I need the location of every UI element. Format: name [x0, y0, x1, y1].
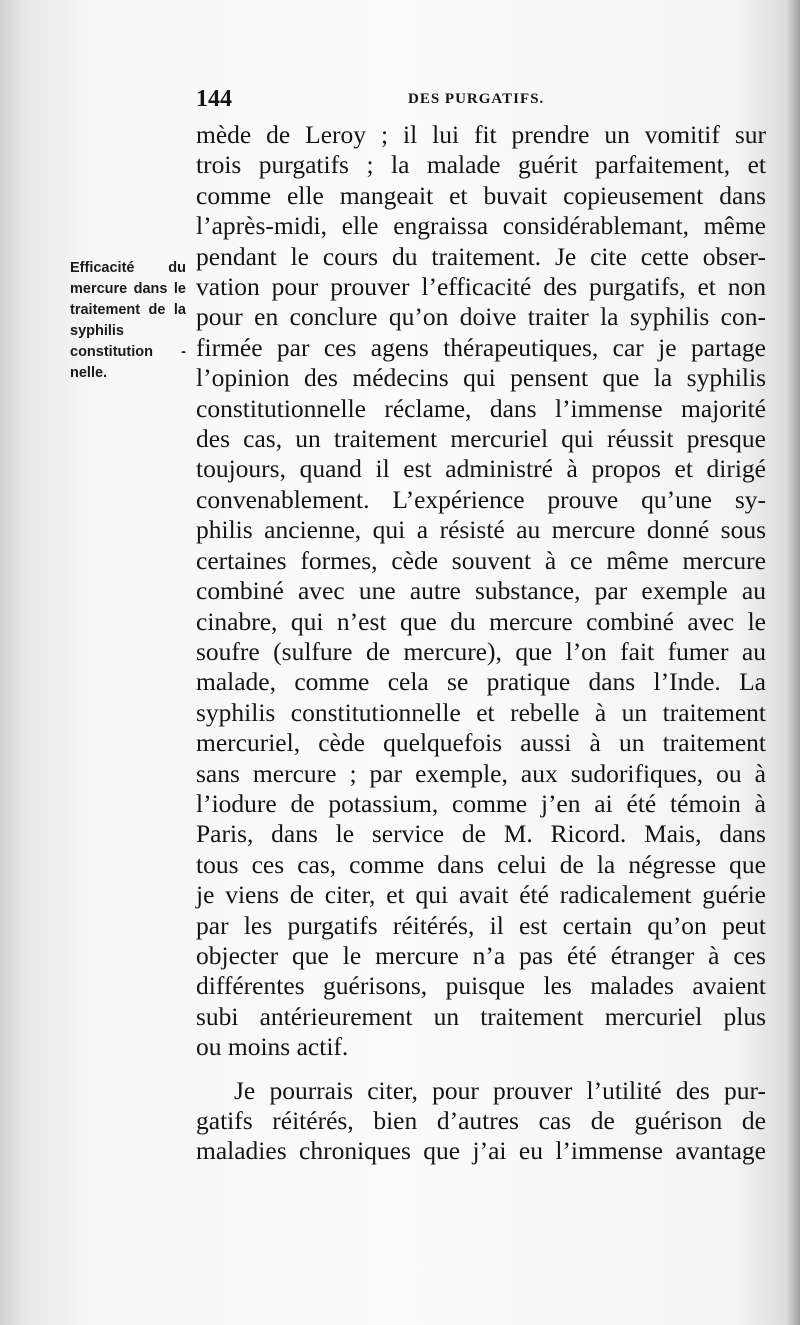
text-line: constitutionnelle réclame, dans l’immense majorité: [196, 393, 766, 423]
text-line: je viens de citer, et qui avait été radicalement guérie: [196, 880, 766, 910]
text-line: Je pourrais citer, pour prouver l’utilité des pur-: [234, 1075, 766, 1105]
running-title: DES PURGATIFS.: [408, 91, 545, 107]
text-line: subi antérieurement un traitement mercuriel plus: [196, 1001, 766, 1031]
page-header: [196, 86, 756, 116]
paragraph-1: [196, 120, 766, 1063]
text-line: des cas, un traitement mercuriel qui réussit presque: [196, 424, 766, 454]
page-edge-shadow: [786, 0, 800, 1325]
text-line: sans mercure ; par exemple, aux sudorifiques, ou à: [196, 758, 766, 788]
text-line: malade, comme cela se pratique dans l’Inde. La: [196, 667, 766, 697]
text-line: convenablement. L’expérience prouve qu’une sy-: [196, 484, 766, 514]
text-line: firmée par ces agens thérapeutiques, car je partage: [196, 332, 766, 362]
body-text: [196, 120, 766, 1167]
text-line: trois purgatifs ; la malade guérit parfaitement, et: [196, 150, 766, 180]
text-line: soufre (sulfure de mercure), que l’on fait fumer au: [196, 636, 766, 666]
text-line: pendant le cours du traitement. Je cite cette obser-: [196, 241, 766, 271]
text-line: ou moins actif.: [196, 1032, 349, 1062]
text-line: philis ancienne, qui a résisté au mercure donné sous: [196, 515, 766, 545]
text-line: vation pour prouver l’efficacité des purgatifs, et non: [196, 272, 766, 302]
text-line: l’après-midi, elle engraissa considérablemant, même: [196, 211, 766, 241]
text-line: différentes guérisons, puisque les malades avaient: [196, 971, 766, 1001]
text-line: l’iodure de potassium, comme j’en ai été témoin à: [196, 788, 766, 818]
text-line: toujours, quand il est administré à propos et dirigé: [196, 454, 766, 484]
text-line: combiné avec une autre substance, par exemple au: [196, 576, 766, 606]
text-line: tous ces cas, comme dans celui de la négresse que: [196, 849, 766, 879]
page-number: 144: [196, 86, 232, 112]
margin-note: Efficacité du mercure dans le traitement de la syphilis constitution - nelle.: [70, 260, 186, 381]
text-line: pour en conclure qu’on doive traiter la syphilis con-: [196, 302, 766, 332]
text-line: certaines formes, cède souvent à ce même mercure: [196, 545, 766, 575]
text-line: mède de Leroy ; il lui fit prendre un vomitif sur: [196, 120, 766, 149]
text-line: Paris, dans le service de M. Ricord. Mais, dans: [196, 819, 766, 849]
text-line: l’opinion des médecins qui pensent que la syphilis: [196, 363, 766, 393]
text-line: syphilis constitutionnelle et rebelle à un traitement: [196, 697, 766, 727]
text-line: par les purgatifs réitérés, il est certain qu’on peut: [196, 910, 766, 940]
text-line: objecter que le mercure n’a pas été étranger à ces: [196, 940, 766, 970]
text-line: comme elle mangeait et buvait copieusement dans: [196, 180, 766, 210]
text-line: maladies chroniques que j’ai eu l’immense avantage: [196, 1136, 766, 1166]
paragraph-2: [196, 1076, 766, 1167]
text-line: cinabre, qui n’est que du mercure combiné avec le: [196, 606, 766, 636]
paragraph-gap: [196, 1063, 766, 1076]
text-line: gatifs réitérés, bien d’autres cas de guérison de: [196, 1106, 766, 1135]
text-line: mercuriel, cède quelquefois aussi à un traitement: [196, 728, 766, 758]
